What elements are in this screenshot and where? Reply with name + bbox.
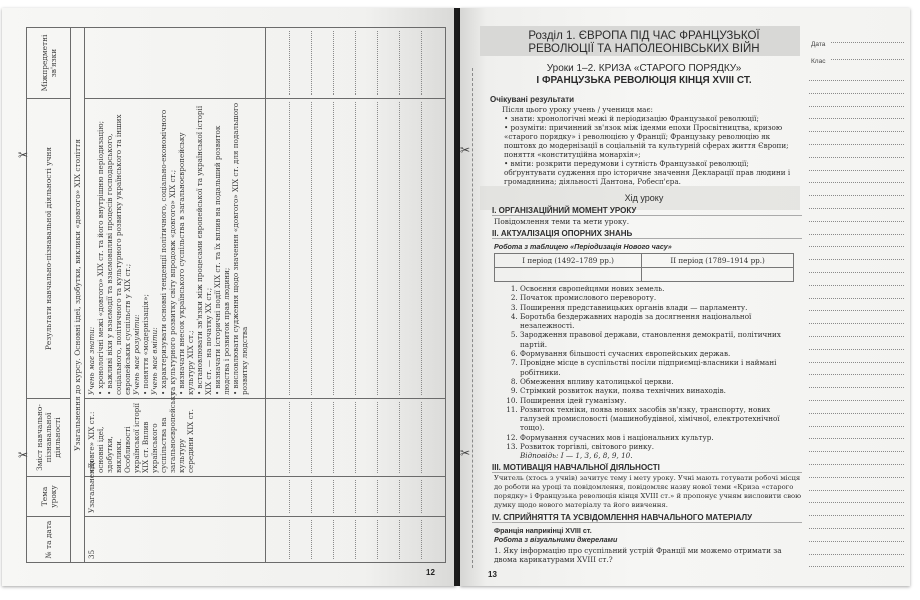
margin-date-label: Дата — [811, 41, 826, 48]
list-item: 8. Обмеження впливу католицької церкви. — [520, 377, 802, 386]
margin-note-line[interactable] — [809, 528, 904, 529]
lesson-plan-table — [26, 27, 446, 563]
rotated-table-container — [26, 28, 446, 563]
margin-note-line[interactable] — [809, 374, 904, 375]
expected-intro: Після цього уроку учень / учениця має: — [502, 105, 653, 114]
list-item: 12. Формування сучасних мов і національних культур. — [520, 433, 802, 442]
margin-note-line[interactable] — [809, 208, 904, 209]
list-item: 1. Освоєння європейцями нових земель. — [520, 284, 802, 293]
margin-note-line[interactable] — [809, 413, 904, 414]
open-book — [2, 8, 914, 593]
list-item: 4. Боротьба бездержавних народів за досягнення національної незалежності. — [520, 312, 802, 331]
results-skill-head: Учень має розуміти: — [132, 314, 141, 395]
characteristics-list — [486, 284, 802, 451]
date-line[interactable] — [831, 42, 904, 43]
expected-list — [486, 114, 802, 186]
margin-note-line[interactable] — [809, 477, 904, 478]
lesson-title-line2: І ФРАНЦУЗЬКА РЕВОЛЮЦІЯ КІНЦЯ XVIII СТ. — [536, 75, 752, 86]
results-know-1: • хронологічні межі «довгого» XIX ст. та його внутрішню періодизацію; — [96, 120, 105, 395]
row-results — [85, 99, 266, 399]
period-col-2: II період (1789–1914 рр.) — [642, 254, 794, 268]
notes-col-1 — [266, 517, 446, 563]
expected-item-3: • вміти: розкрити передумови і сутність Французької революції; обґрунтувати судження про історичне значення Декларації прав людини і громадянина; діяльності Дантона, Робесп'єра. — [504, 159, 791, 186]
margin-note-line[interactable] — [809, 387, 904, 388]
row-content: «Довге» XIX ст.: основні ідеї, здобутки, виклики. Особливості української історії XIX ст. Вплив українського суспільства на загальноєвропейську культуру середини XIX ст. — [85, 399, 266, 477]
lesson-flow-heading: Хід уроку — [624, 193, 664, 203]
list-item: 10. Поширення ідей гуманізму. — [520, 396, 802, 405]
stage-4-heading: IV. СПРИЙНЯТТЯ ТА УСВІДОМЛЕННЯ НАВЧАЛЬНОГО МАТЕРІАЛУ — [492, 513, 802, 523]
expected-results-heading: Очікувані результати — [490, 95, 575, 104]
expected-item-2: • розуміти: причинний зв'язок між ідеями епохи Просвітництва, кризою «старого порядку» і революцією у Франції; Французьку революцію як поштовх до модернізації в соціальній та культурній сферах життя Європи; поняття «конституційна монархія»; — [504, 123, 789, 159]
list-item: 2. Початок промислового перевороту. — [520, 293, 802, 302]
list-item: 7. Провідне місце в суспільстві посіли підприємці-власники і наймані робітники. — [520, 358, 802, 377]
notes-col-4 — [266, 99, 446, 399]
margin-note-line[interactable] — [809, 515, 904, 516]
stage-2-subheading: Робота з таблицею «Періодизація Нового часу» — [494, 242, 672, 251]
scissors-icon: ✂ — [460, 446, 471, 460]
margin-note-line[interactable] — [809, 336, 904, 337]
margin-note-line[interactable] — [809, 285, 904, 286]
margin-note-line[interactable] — [809, 438, 904, 439]
stage-4-subheading-2: Робота з візуальними джерелами — [494, 535, 618, 545]
margin-note-line[interactable] — [809, 195, 904, 196]
stage-1-heading: I. ОРГАНІЗАЦІЙНИЙ МОМЕНТ УРОКУ — [492, 206, 802, 216]
margin-note-line[interactable] — [809, 259, 904, 260]
list-item: 11. Розвиток техніки, поява нових засобів зв'язку, транспорту, нових галузей промисловості (машинобудівної, хімічної, електротехнічної тощо). — [520, 405, 802, 433]
margin-note-line[interactable] — [809, 323, 904, 324]
results-able-head: Учень має вміти: — [150, 327, 159, 395]
margin-note-line[interactable] — [809, 464, 904, 465]
margin-note-line[interactable] — [809, 106, 904, 107]
section-row: Узагальнення до курсу. Основні ідеї, здобутки, виклики «довгого» XIX століття — [71, 28, 85, 563]
stage-2-heading: II. АКТУАЛІЗАЦІЯ ОПОРНИХ ЗНАНЬ — [492, 229, 802, 239]
margin-note-line[interactable] — [809, 490, 904, 491]
notes-margin — [803, 8, 910, 586]
results-able-2: • визначати внесок українського суспільства в загальноєвропейську культуру XIX ст.; — [177, 132, 195, 395]
results-skill-1: • поняття «модернізація»; — [141, 294, 150, 395]
results-able-4: • визначати історичні події XIX ст. та їх вплив на подальший розвиток людства і розвиток прав людини; — [213, 125, 231, 395]
results-know-2: • важливі віхи у взаємодії та взаємовпливі процесів господарського, соціального, політичного та культурного розвитку українського та інших європейських суспільств у XIX ст.; — [105, 114, 132, 395]
margin-note-line[interactable] — [809, 362, 904, 363]
stage-1-text: Повідомлення теми та мети уроку. — [494, 217, 630, 226]
answer-value: І — 1, 3, 6, 8, 9, 10. — [560, 451, 633, 461]
section-title-line1: Розділ 1. ЄВРОПА ПІД ЧАС ФРАНЦУЗЬКОЇ — [528, 30, 760, 42]
period-table — [494, 253, 794, 282]
list-item: 3. Поширення представницьких органів влади — парламенту. — [520, 303, 802, 312]
header-links: Міжпредметні зв'язки — [27, 28, 71, 99]
margin-note-line[interactable] — [809, 182, 904, 183]
stage-3-heading: III. МОТИВАЦІЯ НАВЧАЛЬНОЇ ДІЯЛЬНОСТІ — [492, 463, 802, 473]
period-cell-empty-2 — [642, 268, 794, 282]
question-1: 1. Яку інформацію про суспільний устрій Франції ми можемо отримати за двома карикатурами XVIII ст.? — [494, 546, 782, 565]
margin-note-line[interactable] — [809, 451, 904, 452]
margin-note-line[interactable] — [809, 541, 904, 542]
stage-4-subheading-1: Франція наприкінці XVIII ст. — [494, 526, 592, 536]
margin-note-line[interactable] — [809, 144, 904, 145]
margin-note-line[interactable] — [809, 131, 904, 132]
results-able-3: • встановлювати зв'язки між процесами європейської та української історії XIX ст. — на початку XX ст.; — [195, 105, 213, 395]
class-line[interactable] — [831, 59, 904, 60]
list-item: 5. Зародження правової держави, становлення демократії, політичних партій. — [520, 330, 802, 349]
margin-note-line[interactable] — [809, 400, 904, 401]
header-num-date: № та дата — [27, 517, 71, 563]
list-item: 6. Формування більшості сучасних європейських держав. — [520, 349, 802, 358]
margin-note-line[interactable] — [809, 80, 904, 81]
period-col-1: I період (1492–1789 рр.) — [495, 254, 642, 268]
expected-item-1: • знати: хронологічні межі й періодизацію Французької революції; — [504, 114, 759, 123]
margin-note-line[interactable] — [809, 272, 904, 273]
margin-note-line[interactable] — [809, 298, 904, 299]
list-item: 9. Стрімкий розвиток науки, поява технічних винаходів. — [520, 386, 802, 395]
margin-note-line[interactable] — [809, 93, 904, 94]
margin-note-line[interactable] — [809, 157, 904, 158]
section-title-line2: РЕВОЛЮЦІЇ ТА НАПОЛЕОНІВСЬКИХ ВІЙН — [528, 43, 760, 55]
row-num: 35 — [85, 517, 266, 563]
margin-note-line[interactable] — [809, 234, 904, 235]
margin-note-line[interactable] — [809, 246, 904, 247]
answer-label: Відповідь: — [520, 451, 559, 461]
results-able-5: • висловлювати судження щодо значення «довгого» XIX ст. для подальшого розвитку людства — [231, 102, 249, 395]
margin-note-line[interactable] — [809, 349, 904, 350]
margin-note-line[interactable] — [809, 566, 904, 567]
margin-class-label: Клас — [811, 58, 826, 65]
margin-note-line[interactable] — [809, 426, 904, 427]
left-page — [2, 8, 456, 586]
header-content: Зміст навчально-пізнавальної діяльності — [27, 399, 71, 477]
lesson-title-line1: Уроки 1–2. КРИЗА «СТАРОГО ПОРЯДКУ» — [546, 63, 742, 74]
right-page-content — [486, 30, 802, 564]
header-topic: Тема уроку — [27, 477, 71, 517]
margin-note-line[interactable] — [809, 310, 904, 311]
margin-note-line[interactable] — [809, 554, 904, 555]
results-know-head: Учень має знати: — [87, 326, 96, 395]
right-page — [460, 8, 910, 586]
row-topic: Узагальнення — [85, 477, 266, 517]
notes-col-2 — [266, 477, 446, 517]
results-able-1: • характеризувати основні тенденції політичного, соціально-економічного та культурного розвитку світу впродовж «довгого» XIX ст.; — [159, 109, 177, 395]
left-page-number: 12 — [426, 568, 435, 577]
header-results: Результати навчально-пізнавальної діяльності учня — [27, 99, 71, 399]
margin-note-line[interactable] — [809, 221, 904, 222]
margin-note-line[interactable] — [809, 170, 904, 171]
notes-col-5 — [266, 28, 446, 99]
scissors-icon: ✂ — [18, 448, 29, 462]
answer-line — [520, 451, 802, 460]
cut-line — [472, 68, 473, 568]
margin-note-line[interactable] — [809, 502, 904, 503]
list-item: 13. Розвиток торгівлі, світового ринку. — [520, 442, 802, 451]
period-cell-empty-1 — [495, 268, 642, 282]
notes-col-3 — [266, 399, 446, 477]
row-links — [85, 28, 266, 99]
margin-note-line[interactable] — [809, 118, 904, 119]
scissors-icon: ✂ — [18, 148, 29, 162]
stage-3-text: Учитель (хтось з учнів) зачитує тему і мету уроку. Учні мають готувати робочі місця до роботи на уроці та повідомлення, повідомляє назву нової теми «Криза «старого порядку» і Французька революція кінця XVIII ст.» й пропонує учням висловити свою думку щодо нового матеріалу та його вивчення. — [494, 474, 802, 510]
right-page-number: 13 — [488, 570, 497, 579]
scissors-icon: ✂ — [460, 143, 471, 157]
